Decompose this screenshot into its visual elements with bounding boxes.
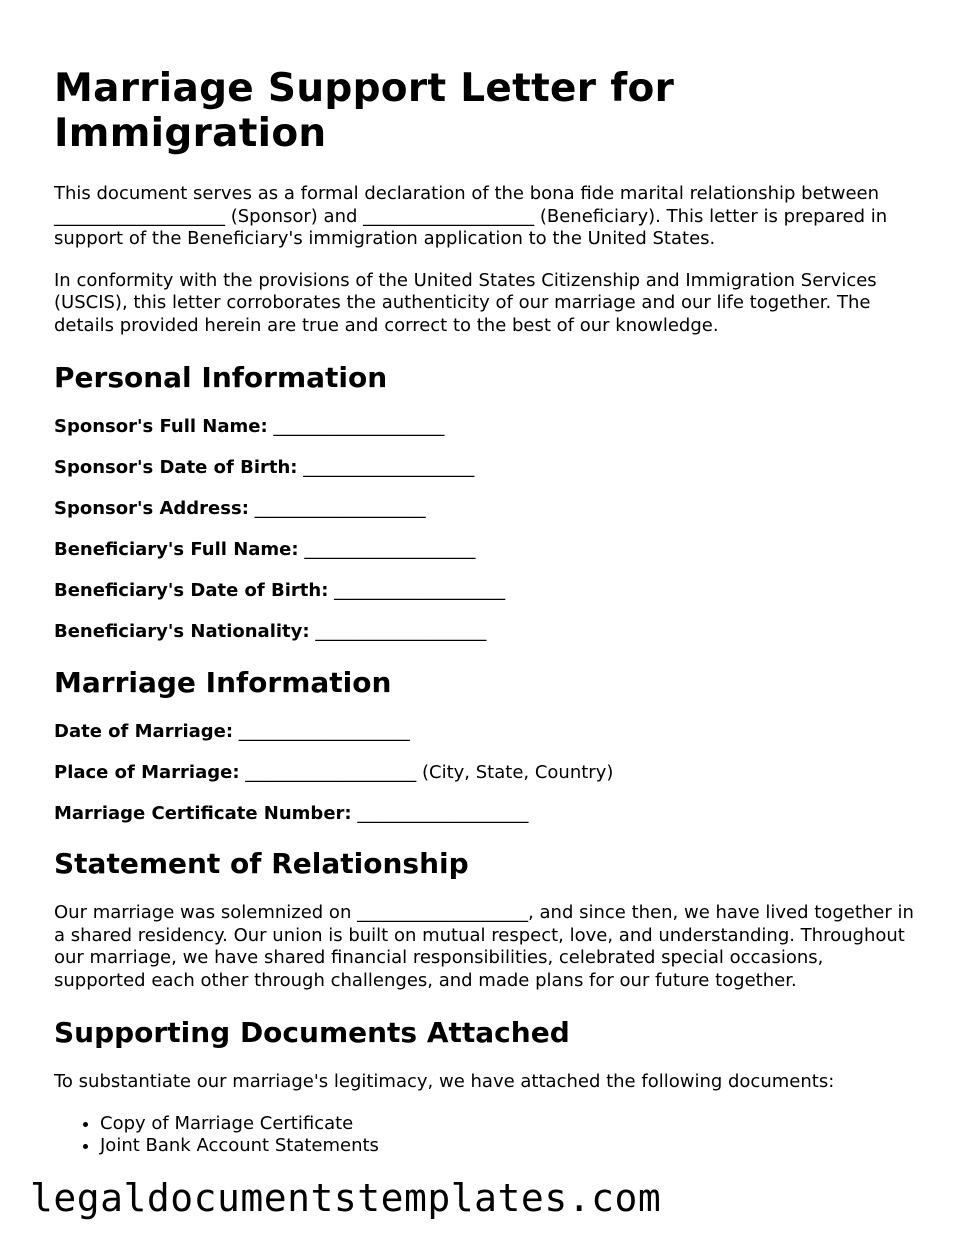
- field-label: Beneficiary's Full Name:: [54, 539, 299, 560]
- field-blank: ___________________: [303, 457, 475, 478]
- statement-of-relationship-heading: Statement of Relationship: [54, 847, 469, 880]
- statement-paragraph: Our marriage was solemnized on ___________________, and since then, we have lived together in a shared residency. Our union is built on mutual respect, love, and understanding. Throughout our marriage, we have shared financial responsibilities, celebrated special occasions, supported each other through challenges, and made plans for our future together.: [54, 902, 914, 991]
- field-blank: ___________________: [245, 762, 417, 783]
- field-blank: ___________________: [304, 539, 476, 560]
- intro-paragraph-1: This document serves as a formal declaration of the bona fide marital relationship between ___________________ (Sponsor) and ___________________ (Beneficiary). This letter is prepared in support of the Beneficiary's immigration application to the United States.: [54, 183, 888, 249]
- field-label: Beneficiary's Date of Birth:: [54, 580, 329, 601]
- marriage-information-heading: Marriage Information: [54, 666, 392, 699]
- personal-information-heading: Personal Information: [54, 361, 388, 394]
- field-label: Marriage Certificate Number:: [54, 803, 352, 824]
- date-of-marriage-field: [54, 721, 920, 743]
- supporting-documents-heading: Supporting Documents Attached: [54, 1016, 570, 1049]
- beneficiary-full-name-field: [54, 539, 920, 561]
- field-label: Sponsor's Date of Birth:: [54, 457, 298, 478]
- beneficiary-nationality-field: [54, 621, 920, 643]
- field-suffix: (City, State, Country): [416, 762, 614, 783]
- field-label: Beneficiary's Nationality:: [54, 621, 310, 642]
- field-label: Place of Marriage:: [54, 762, 240, 783]
- document-title: Marriage Support Letter for Immigration: [54, 66, 675, 156]
- sponsor-date-of-birth-field: [54, 457, 920, 479]
- field-label: Sponsor's Address:: [54, 498, 249, 519]
- field-blank: ___________________: [273, 416, 445, 437]
- field-blank: ___________________: [238, 721, 410, 742]
- site-watermark: legaldocumentstemplates.com: [30, 1176, 662, 1220]
- list-item: • Joint Bank Account Statements: [100, 1135, 920, 1158]
- marriage-certificate-number-field: [54, 803, 920, 825]
- field-label: Sponsor's Full Name:: [54, 416, 268, 437]
- field-blank: ___________________: [254, 498, 426, 519]
- sponsor-address-field: [54, 498, 920, 520]
- intro-paragraph-2: In conformity with the provisions of the United States Citizenship and Immigration Services (USCIS), this letter corroborates the authenticity of our marriage and our life together. The details provided herein are true and correct to the best of our knowledge.: [54, 269, 877, 336]
- field-blank: ___________________: [357, 803, 529, 824]
- list-item: • Copy of Marriage Certificate: [100, 1113, 920, 1136]
- supporting-documents-intro: To substantiate our marriage's legitimacy, we have attached the following documents:: [54, 1071, 835, 1092]
- field-blank: ___________________: [315, 621, 487, 642]
- place-of-marriage-field: [54, 762, 920, 784]
- supporting-documents-list: [54, 1113, 920, 1158]
- sponsor-full-name-field: [54, 416, 920, 438]
- field-blank: ___________________: [334, 580, 506, 601]
- field-label: Date of Marriage:: [54, 721, 234, 742]
- beneficiary-date-of-birth-field: [54, 580, 920, 602]
- document-page: [54, 66, 920, 1158]
